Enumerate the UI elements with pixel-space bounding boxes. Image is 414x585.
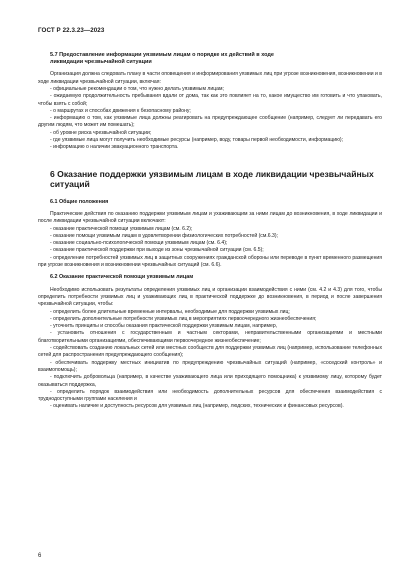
section-5-7-title [38,52,382,66]
list-item: - уточнить принципы и способы оказания практической поддержки уязвимым лицам, например, [50,323,278,330]
paragraph: Практические действия по оказанию поддержки уязвимым лицам и ухаживающим за ними лицам до возникновения, в ходе ликвидации и после ликвидации чрезвычайной ситуации включают: [38,210,382,225]
list-item: - подключить добровольца (например, в качестве ухаживающего лица или приходящего помощника) к уязвимому лицу, которому будет оказываться поддержка, [38,374,382,388]
section-5-7-title-line2: ликвидации чрезвычайной ситуации [50,59,152,66]
list-item: - ожидаемую продолжительность пребывания вдали от дома, так как это повлияет на то, какое имущество им готовить и что упаковать, чтобы взять с собой; [38,93,382,107]
list-item: - определить более длительные временные интервалы, необходимые для поддержки уязвимых лиц; [50,308,290,315]
section-6-title [38,169,382,189]
list-item: - информацию о том, как уязвимые лица должны реагировать на предупреждающее сообщение (например, следует ли передавать его другим людям, что может им помешать); [38,115,382,129]
section-6-1-title: 6.1 Общие положения [50,198,109,205]
list-item: - содействовать созданию локальных сетей или местных сообществ для поддержки уязвимых лиц (например, использование телефонных сетей для распространения предупреждающего сообщения); [38,345,382,359]
list-item: - официальные рекомендации о том, что нужно делать уязвимым лицам; [50,86,224,92]
list-item: - определение потребностей уязвимых лиц в защитных сооружениях гражданской обороны или переводе в пункт временного размещения при угрозе возникновения и возникновении чрезвычайных ситуаций (см. 6.6). [38,254,382,269]
list-item: - оказание практической помощи уязвимым лицам (см. 6.2); [50,225,193,232]
list-item: - оказание помощи уязвимым лицам в удовлетворении физиологических потребностей (см.6.3); [50,232,278,239]
page-number: 6 [38,553,42,559]
list-item: - об уровне риска чрезвычайной ситуации; [50,129,152,136]
paragraph: Необходимо использовать результаты определения уязвимых лиц и организации взаимодействия с ними (см. 4.2 и 4.3) для того, чтобы определить потребности уязвимых лиц и ухаживающих лиц в практической поддержке до возникновения, в период и после завершения чрезвычайной ситуации, чтобы: [38,286,382,308]
list-item: - где уязвимые лица могут получить необходимые ресурсы (например, воду, товары первой необходимости, информацию); [50,137,344,144]
section-5-7-title-line1: 5.7 Предоставление информации уязвимым лицам о порядке их действий в ходе [50,52,274,58]
section-6-2-title: 6.2 Оказание практической помощи уязвимым лицам [50,274,194,281]
list-item: - установить отношения с государственным и частным секторами, неправительственными организациями и местными благотворительными организациями, обеспечивающими первоочередное жизнеобеспечение; [38,330,382,344]
list-item: - информацию о наличии эвакуационного транспорта. [50,144,179,151]
list-item: - оказание социально-психологической помощи уязвимым лицам (см. 6.4); [50,240,228,247]
list-item: - оказание практической поддержки при выходе из зоны чрезвычайной ситуации (см. 6.5); [50,247,264,254]
paragraph: Организация должна следовать плану в части оповещения и информирования уязвимых лиц при угрозе возникновения, возникновении и в ходе ликвидации чрезвычайной ситуации, включая: [38,71,382,85]
list-item: - определить дополнительные потребности уязвимых лиц в мероприятиях первоочередного жизнеобеспечения; [50,315,317,322]
standard-header: ГОСТ Р 22.3.23—2023 [38,27,105,34]
list-item: - обеспечивать поддержку местных инициатив по предупреждению чрезвычайных ситуаций (например, «соседский контроль» и взаимопомощь); [38,359,382,373]
section-6-title-line2: ситуаций [50,178,90,189]
list-item: - оценивать наличие и доступность ресурсов для уязвимых лиц (например, людских, технических и финансовых ресурсов). [50,403,344,410]
list-item: - определить порядок взаимодействия или необходимость дополнительных ресурсов для обеспечения взаимодействия с труднодоступными группами населения и [38,388,382,403]
page-content [38,52,382,411]
section-6-title-line1: 6 Оказание поддержки уязвимым лицам в ходе ликвидации чрезвычайных [50,168,374,179]
list-item: - о маршрутах и способах движения к безопасному району; [50,107,191,114]
